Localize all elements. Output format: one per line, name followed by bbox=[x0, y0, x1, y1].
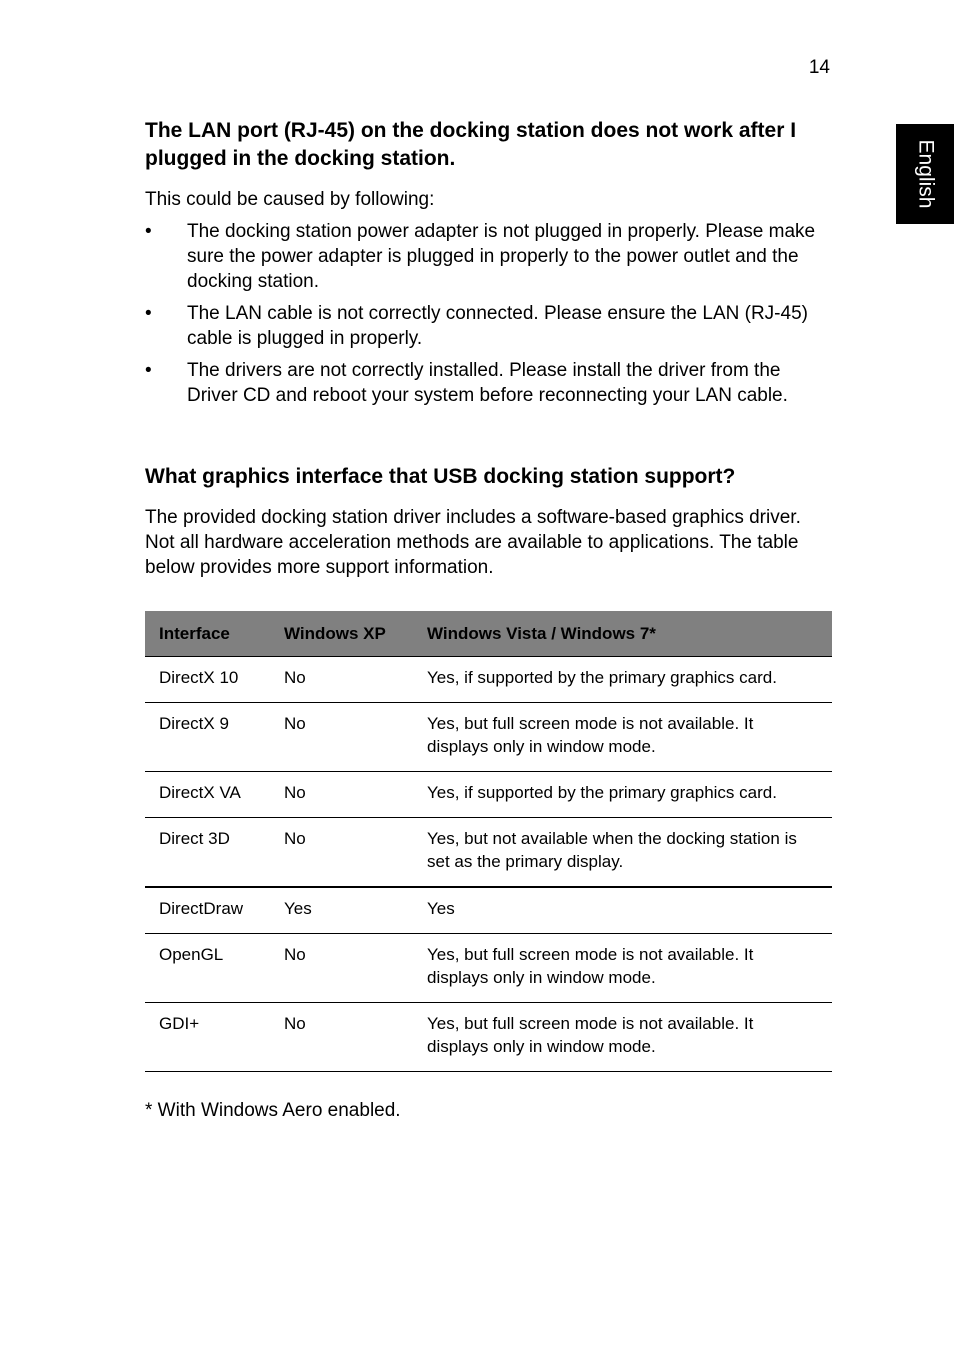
table-row bbox=[145, 703, 832, 772]
table-cell: Yes, but not available when the docking station is set as the primary display. bbox=[413, 818, 832, 888]
header-windows-vista-7: Windows Vista / Windows 7* bbox=[413, 611, 832, 657]
section-lan-port bbox=[145, 117, 832, 415]
graphics-support-table bbox=[145, 611, 832, 1072]
table-cell: No bbox=[270, 772, 413, 818]
section-heading: The LAN port (RJ-45) on the docking station does not work after I plugged in the docking station. bbox=[145, 119, 797, 170]
table-cell: DirectX 9 bbox=[145, 703, 270, 772]
table-cell: No bbox=[270, 657, 413, 703]
table-row bbox=[145, 818, 832, 888]
list-item-text: The LAN cable is not correctly connected. Please ensure the LAN (RJ-45) cable is plugged in properly. bbox=[187, 303, 808, 349]
table-row bbox=[145, 887, 832, 934]
table-row bbox=[145, 934, 832, 1003]
table-cell: Yes, but full screen mode is not available. It displays only in window mode. bbox=[413, 703, 832, 772]
table-cell: No bbox=[270, 1003, 413, 1072]
table-cell: GDI+ bbox=[145, 1003, 270, 1072]
table-row bbox=[145, 1003, 832, 1072]
table-cell: No bbox=[270, 703, 413, 772]
list-item-text: The docking station power adapter is not plugged in properly. Please make sure the power adapter is plugged in properly to the power outlet and the docking station. bbox=[187, 221, 816, 292]
section-heading: What graphics interface that USB docking station support? bbox=[145, 465, 736, 488]
table-header-row bbox=[145, 611, 832, 657]
list-item bbox=[145, 301, 832, 351]
language-tab bbox=[896, 124, 954, 224]
table-row bbox=[145, 657, 832, 703]
bullet-icon: • bbox=[145, 221, 152, 242]
list-item bbox=[145, 358, 832, 408]
header-interface: Interface bbox=[145, 611, 270, 657]
table-cell: Direct 3D bbox=[145, 818, 270, 888]
table-cell: No bbox=[270, 818, 413, 888]
table-cell: No bbox=[270, 934, 413, 1003]
table-cell: Yes, but full screen mode is not available. It displays only in window mode. bbox=[413, 934, 832, 1003]
table-cell: Yes bbox=[270, 887, 413, 934]
header-windows-xp: Windows XP bbox=[270, 611, 413, 657]
list-item-text: The drivers are not correctly installed. Please install the driver from the Driver CD and reboot your system before reconnecting your LAN cable. bbox=[187, 360, 788, 406]
table-cell: Yes, if supported by the primary graphics card. bbox=[413, 657, 832, 703]
table-cell: DirectX VA bbox=[145, 772, 270, 818]
list-item bbox=[145, 219, 832, 294]
table-cell: Yes, if supported by the primary graphics card. bbox=[413, 772, 832, 818]
section-intro: This could be caused by following: bbox=[145, 189, 435, 210]
table-cell: Yes, but full screen mode is not available. It displays only in window mode. bbox=[413, 1003, 832, 1072]
cause-list bbox=[145, 219, 832, 408]
section-graphics-interface bbox=[145, 463, 832, 580]
bullet-icon: • bbox=[145, 303, 152, 324]
language-tab-label: English bbox=[914, 139, 938, 209]
table-cell: DirectX 10 bbox=[145, 657, 270, 703]
section-paragraph: The provided docking station driver includes a software-based graphics driver. Not all hardware acceleration methods are available to applications. The table below provides more support information. bbox=[145, 507, 801, 578]
table-cell: DirectDraw bbox=[145, 887, 270, 934]
page-number: 14 bbox=[808, 57, 830, 78]
table-cell: OpenGL bbox=[145, 934, 270, 1003]
table-row bbox=[145, 772, 832, 818]
table-footnote: * With Windows Aero enabled. bbox=[145, 1100, 401, 1121]
table-cell: Yes bbox=[413, 887, 832, 934]
bullet-icon: • bbox=[145, 360, 152, 381]
